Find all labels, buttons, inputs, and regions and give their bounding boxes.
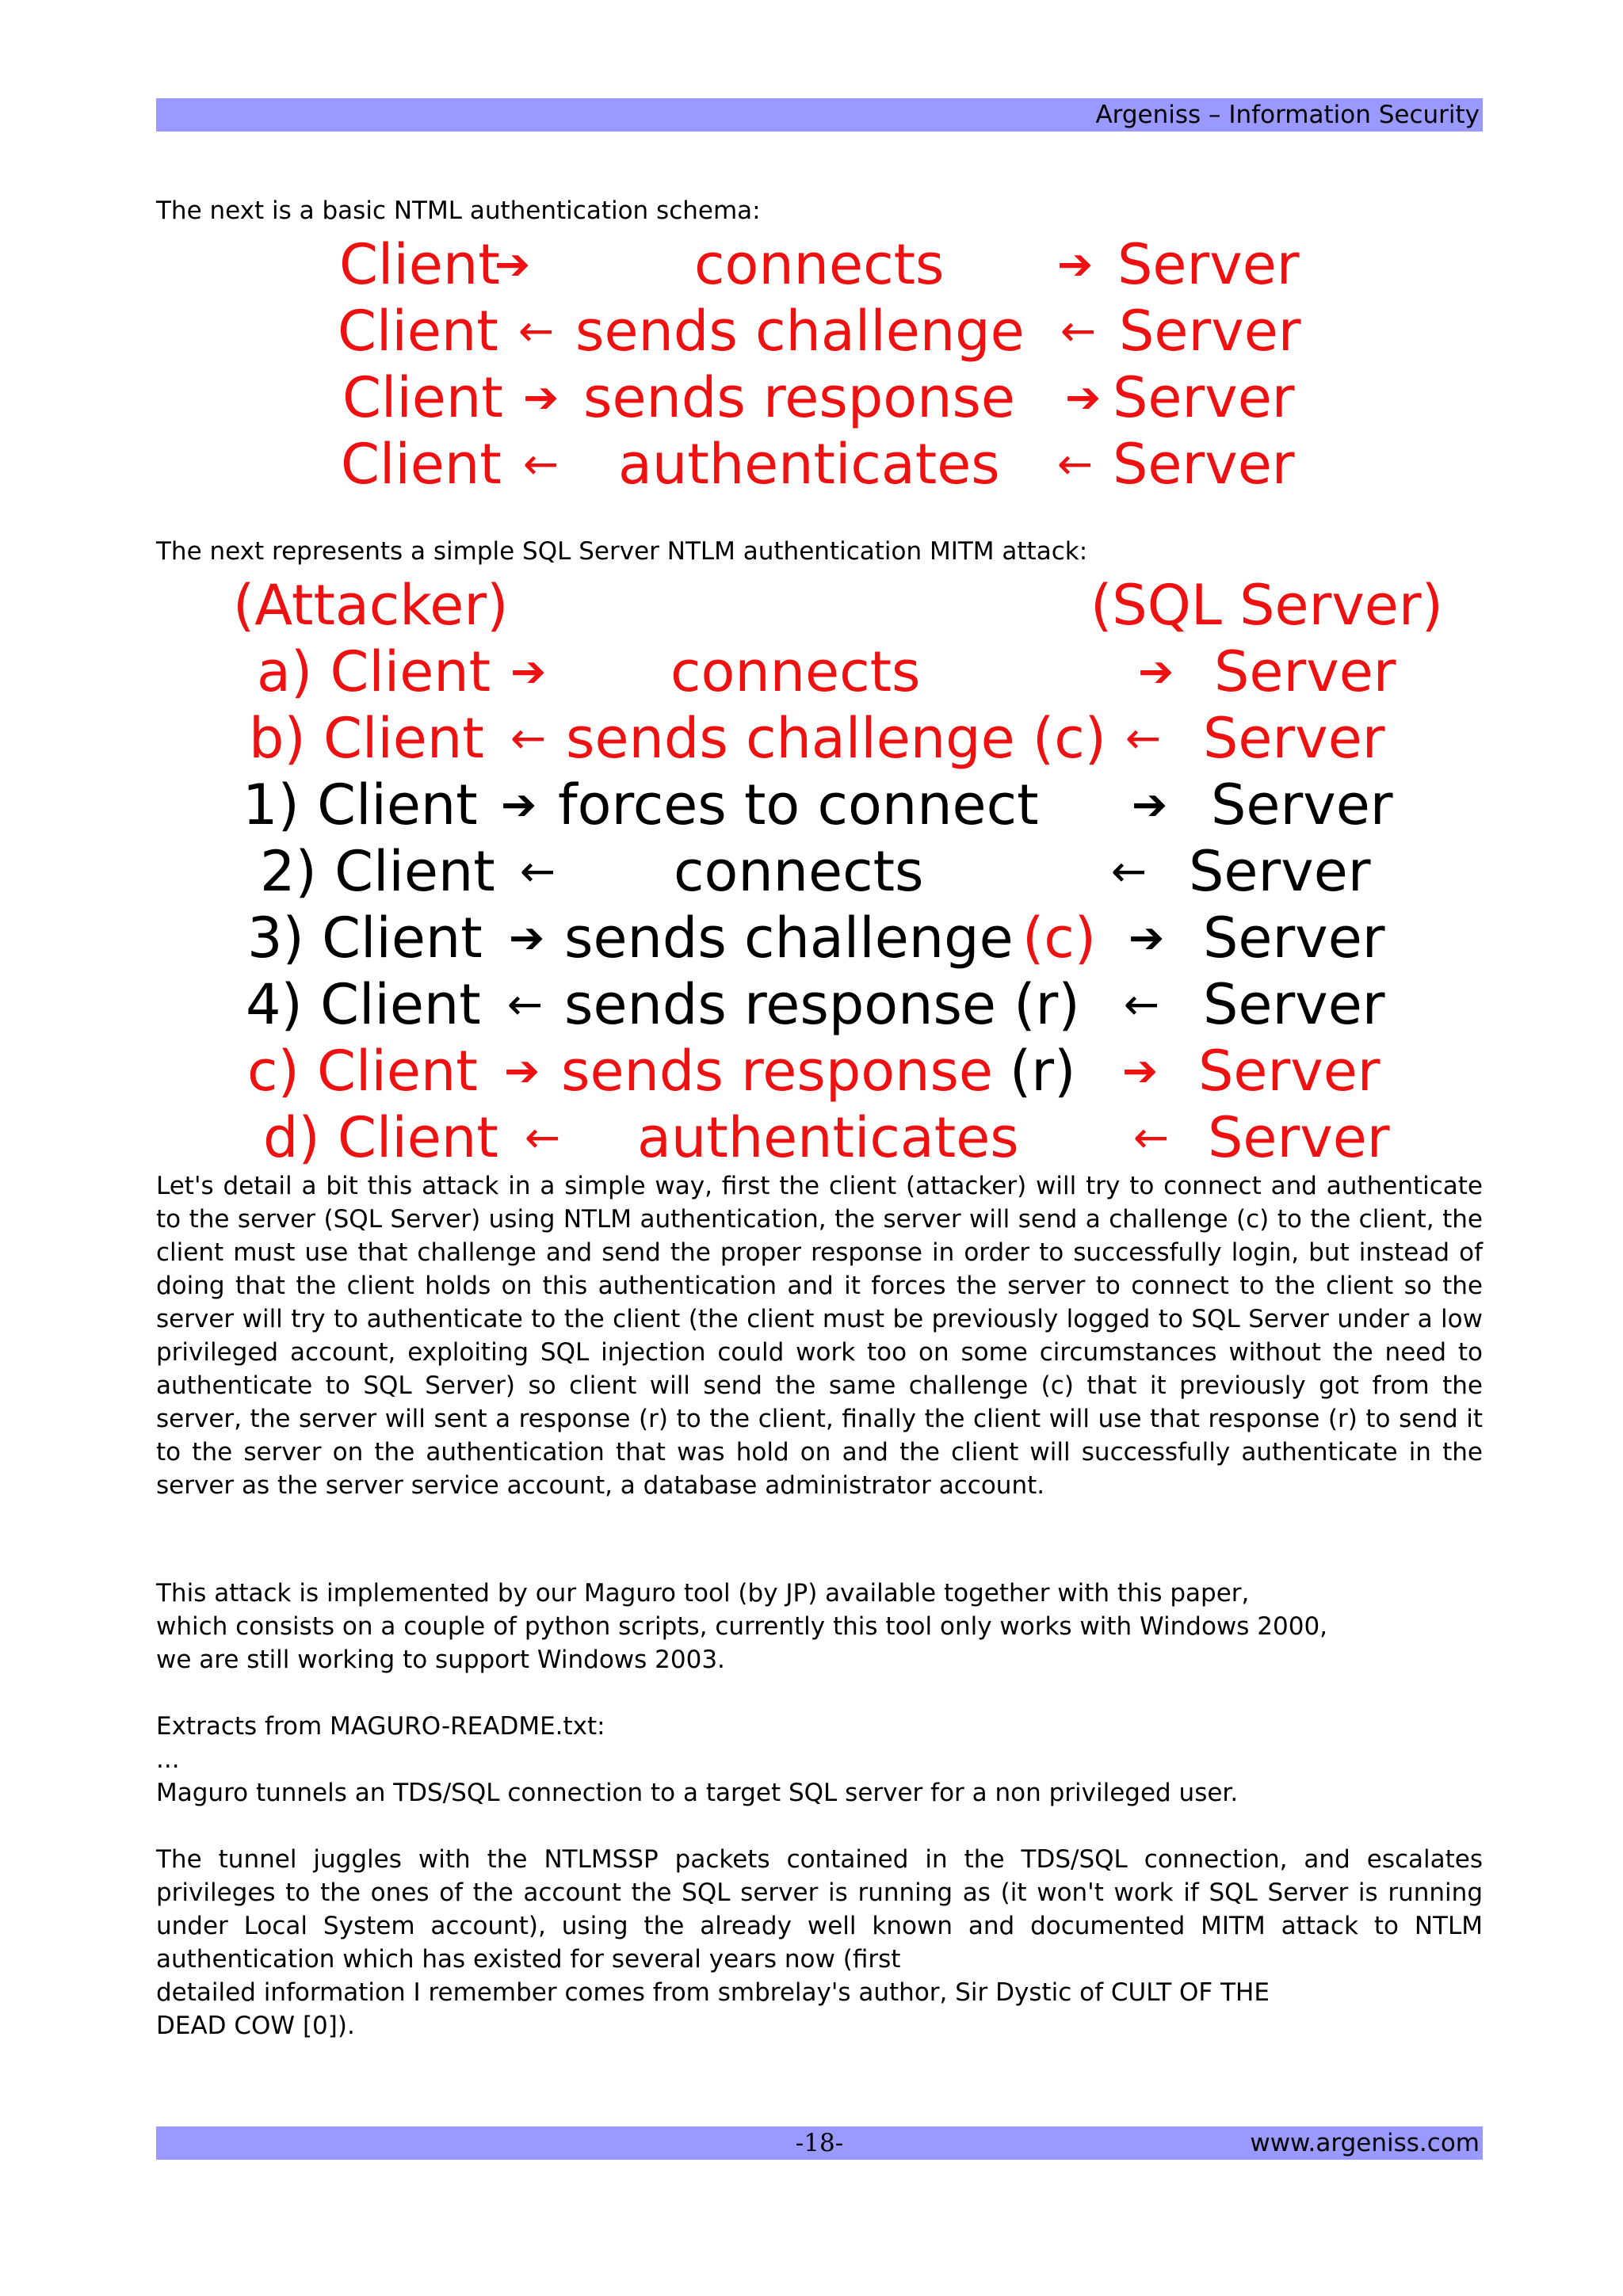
schema2-server: Server bbox=[1203, 906, 1385, 971]
body-paragraph-2-line-2: which consists on a couple of python scripts, currently this tool only works with Windows 2000, bbox=[156, 1612, 1328, 1641]
schema2-row bbox=[0, 772, 1623, 838]
schema1-action: connects bbox=[694, 232, 945, 297]
arrow-right-icon: ➔ bbox=[510, 646, 547, 696]
readme-paragraph-2-line-6: DEAD COW [0]). bbox=[156, 2012, 355, 2040]
intro-schema-1: The next is a basic NTML authentication schema: bbox=[156, 196, 761, 225]
schema2-action: connects bbox=[674, 839, 924, 904]
arrow-left-icon: ← bbox=[1057, 439, 1094, 489]
schema1-server: Server bbox=[1117, 232, 1300, 297]
arrow-right-icon: ➔ bbox=[504, 1046, 540, 1096]
schema2-row bbox=[0, 705, 1623, 772]
schema1-client: Client bbox=[339, 232, 500, 297]
readme-paragraph-2: The tunnel juggles with the NTLMSSP packets contained in the TDS/SQL connection, and escalates privileges to the ones of the account the SQL server is running as (it won't work if SQL Server is running under Local System account), using the already well known and documented MITM attack to NTLM authentication which has existed for several years now (first bbox=[156, 1845, 1483, 1974]
arrow-left-icon: ← bbox=[1125, 713, 1162, 763]
schema2-action: authenticates bbox=[637, 1105, 1019, 1170]
arrow-right-icon: ➔ bbox=[1065, 372, 1102, 422]
arrow-right-icon: ➔ bbox=[1138, 646, 1174, 696]
schema2-server: Server bbox=[1203, 706, 1385, 771]
schema2-client: b) Client bbox=[249, 706, 484, 771]
schema2-client: 1) Client bbox=[242, 772, 478, 837]
schema2-row bbox=[0, 838, 1623, 905]
schema2-server: Server bbox=[1189, 839, 1371, 904]
readme-ellipsis: ... bbox=[156, 1745, 180, 1774]
arrow-right-icon: ➔ bbox=[495, 239, 531, 289]
schema1-row bbox=[0, 364, 1623, 431]
schema2-row bbox=[0, 971, 1623, 1038]
readme-paragraph-2-line-5: detailed information I remember comes from smbrelay's author, Sir Dystic of CULT OF THE bbox=[156, 1978, 1270, 2007]
arrow-left-icon: ← bbox=[510, 713, 547, 763]
schema2-client: 3) Client bbox=[247, 906, 483, 971]
schema2-client: 2) Client bbox=[260, 839, 495, 904]
header-title: Argeniss – Information Security bbox=[1095, 101, 1480, 129]
schema1-action: sends challenge bbox=[575, 299, 1025, 364]
schema2-row bbox=[0, 1038, 1623, 1104]
footer-website: www.argeniss.com bbox=[1250, 2129, 1480, 2157]
arrow-left-icon: ← bbox=[507, 979, 544, 1029]
arrow-right-icon: ➔ bbox=[1122, 1046, 1159, 1096]
schema2-row bbox=[0, 639, 1623, 705]
schema1-client: Client bbox=[341, 432, 502, 497]
arrow-left-icon: ← bbox=[1124, 979, 1160, 1029]
arrow-right-icon: ➔ bbox=[1132, 780, 1168, 830]
arrow-left-icon: ← bbox=[520, 846, 556, 896]
schema2-action: sends challenge (c) bbox=[566, 706, 1106, 771]
schema2-action: sends response (r) bbox=[564, 972, 1080, 1037]
arrow-left-icon: ← bbox=[1060, 306, 1097, 356]
schema1-server: Server bbox=[1119, 299, 1301, 364]
arrow-left-icon: ← bbox=[525, 1112, 561, 1162]
arrow-left-icon: ← bbox=[1111, 846, 1148, 896]
schema1-row bbox=[0, 231, 1623, 298]
schema2-server: Server bbox=[1203, 972, 1385, 1037]
arrow-left-icon: ← bbox=[1133, 1112, 1170, 1162]
schema2-server: Server bbox=[1211, 772, 1393, 837]
schema2-row bbox=[0, 1104, 1623, 1171]
arrow-left-icon: ← bbox=[523, 439, 559, 489]
arrow-left-icon: ← bbox=[518, 306, 555, 356]
schema1-client: Client bbox=[342, 365, 503, 430]
arrow-right-icon: ➔ bbox=[1128, 913, 1165, 963]
schema2-row bbox=[0, 905, 1623, 971]
footer-bar bbox=[156, 2126, 1483, 2160]
body-paragraph-1: Let's detail a bit this attack in a simple way, first the client (attacker) will try to connect and authenticate to the server (SQL Server) using NTLM authentication, the server will send a challenge (c) to the client, the client must use that challenge and send the proper response in order to successfully login, but instead of doing that the client holds on this authentication and it forces the server to connect to the client so the server will try to authenticate to the client (the client must be previously logged to SQL Server under a low privileged account, exploiting SQL injection could work too on some circumstances without the need to authenticate to SQL Server) so client will send the same challenge (c) that it previously got from the server, the server will sent a response (r) to the client, finally the client will use that response (r) to send it to the server on the authentication that was hold on and the client will successfully authenticate in the server as the server service account, a database administrator account. bbox=[156, 1172, 1483, 1500]
schema2-client: c) Client bbox=[247, 1039, 478, 1104]
header-bar bbox=[156, 98, 1483, 132]
schema2-action: forces to connect bbox=[558, 772, 1039, 837]
schema2-action-extra: (c) bbox=[1022, 906, 1097, 971]
arrow-right-icon: ➔ bbox=[501, 780, 537, 830]
attacker-label: (Attacker) bbox=[233, 573, 509, 638]
schema1-action: sends response bbox=[583, 365, 1015, 430]
body-paragraph-2-line-3: we are still working to support Windows 2003. bbox=[156, 1646, 725, 1674]
schema1-action: authenticates bbox=[618, 432, 1000, 497]
readme-extract-title: Extracts from MAGURO-README.txt: bbox=[156, 1712, 605, 1741]
schema2-action: sends response bbox=[561, 1039, 993, 1104]
schema2-server: Server bbox=[1198, 1039, 1381, 1104]
schema2-action: connects bbox=[670, 639, 921, 704]
schema1-server: Server bbox=[1113, 365, 1295, 430]
schema2-client: a) Client bbox=[257, 639, 491, 704]
schema2-header bbox=[0, 572, 1623, 639]
readme-paragraph-1: Maguro tunnels an TDS/SQL connection to a target SQL server for a non privileged user. bbox=[156, 1779, 1239, 1807]
schema1-server: Server bbox=[1113, 432, 1295, 497]
schema1-row bbox=[0, 431, 1623, 498]
schema2-server: Server bbox=[1208, 1105, 1390, 1170]
arrow-right-icon: ➔ bbox=[509, 913, 545, 963]
schema2-action-extra: (r) bbox=[1010, 1039, 1076, 1104]
schema1-client: Client bbox=[338, 299, 498, 364]
schema2-client: d) Client bbox=[263, 1105, 498, 1170]
schema1-row bbox=[0, 298, 1623, 364]
page-number: -18- bbox=[795, 2129, 844, 2157]
arrow-right-icon: ➔ bbox=[523, 372, 559, 422]
arrow-right-icon: ➔ bbox=[1057, 239, 1094, 289]
intro-schema-2: The next represents a simple SQL Server NTLM authentication MITM attack: bbox=[156, 537, 1088, 566]
body-paragraph-2-line-1: This attack is implemented by our Maguro tool (by JP) available together with this paper, bbox=[156, 1579, 1250, 1608]
schema2-client: 4) Client bbox=[246, 972, 481, 1037]
schema2-server: Server bbox=[1214, 639, 1396, 704]
sql-server-label: (SQL Server) bbox=[1090, 573, 1443, 638]
schema2-action: sends challenge bbox=[564, 906, 1014, 971]
